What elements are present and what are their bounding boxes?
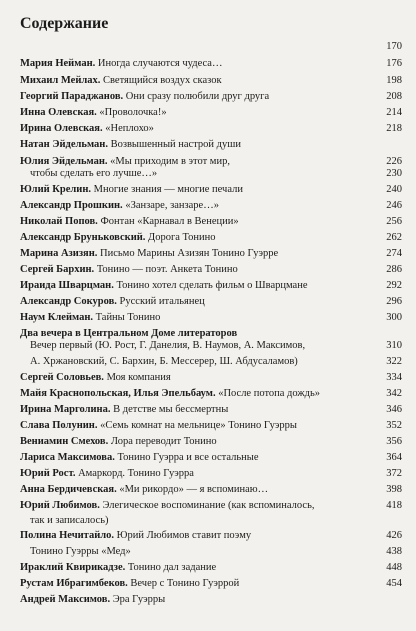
author-name: Александр Прошкин. [20,200,123,211]
toc-entry [20,403,402,416]
toc-entry-text [20,593,165,606]
entry-title: Тонино Гуэрры «Мед» [30,546,131,557]
author-name: Александр Сокуров. [20,296,117,307]
page-number: 426 [386,530,402,541]
toc-entry [20,231,402,244]
toc-entry-text [20,545,131,558]
entry-title: «Проволочка!» [96,107,167,118]
toc-entry [20,577,402,590]
page-number: 454 [386,578,402,589]
author-name: Ираида Шварцман. [20,280,114,291]
toc-entry [20,247,402,260]
author-name: Юрий Любимов. [20,500,100,511]
page-number: 322 [386,356,402,367]
toc-entry-text [20,451,259,464]
author-name: Андрей Максимов. [20,594,111,605]
toc-entry [20,545,402,558]
toc-entry-text [20,577,239,590]
toc-entry-text [20,263,238,276]
toc-entry-text [20,106,167,119]
page-number: 300 [386,312,402,323]
entry-title: Амаркорд. Тонино Гуэрра [75,468,194,479]
toc-entry [20,279,402,292]
entry-title: Юрий Любимов ставит поэму [114,530,252,541]
page-number: 208 [386,91,402,102]
toc-entry [20,295,402,308]
page-number: 230 [386,168,402,179]
toc-entry [20,371,402,384]
entry-title: Светящийся воздух сказок [100,75,222,86]
entry-title: В детстве мы бессмертны [110,404,229,415]
page-number: 352 [386,420,402,431]
toc-entry-text [20,231,216,244]
entry-title: так и записалось) [30,515,109,526]
page-number: 274 [386,248,402,259]
author-name: Лариса Максимова. [20,452,115,463]
author-name: Георгий Параджанов. [20,91,124,102]
page-number: 256 [386,216,402,227]
toc-entry [20,499,402,512]
entry-title: «Мы приходим в этот мир, [107,156,230,167]
entry-title: «После потопа дождь» [215,388,321,399]
toc-entry [20,138,402,151]
toc-entry [20,106,402,119]
author-name: Николай Попов. [20,216,98,227]
author-name: Рустам Ибрагимбеков. [20,578,128,589]
author-name: Юлий Крелин. [20,184,92,195]
author-name: Анна Бердичевская. [20,484,117,495]
toc-entry [20,311,402,324]
entry-title: Тайны Тонино [93,312,161,323]
entry-title: Возвышенный настрой души [107,139,241,150]
page-number: 170 [386,41,402,52]
entry-title: Тонино хотел сделать фильм о Шварцмане [113,280,308,291]
toc-entry-text [20,311,160,324]
entry-title: Элегическое воспоминание (как вспоминалось, [99,500,315,511]
entry-title: Тонино — поэт. Анкета Тонино [94,264,238,275]
entry-title: Письмо Марины Азизян Тонино Гуэрре [97,248,279,259]
toc-entry-text [20,279,308,292]
author-name: Сергей Соловьев. [20,372,104,383]
toc-entry [20,40,402,53]
entry-title: Дорога Тонино [145,232,216,243]
toc-entry [20,529,402,542]
page-number: 240 [386,184,402,195]
page-number: 198 [386,75,402,86]
toc-entry [20,387,402,400]
toc-entry-text [20,122,154,135]
toc-entry [20,263,402,276]
entry-title: «Неплохо» [102,123,154,134]
page-number: 364 [386,452,402,463]
author-name: Полина Нечитайло. [20,530,115,541]
page-number: 334 [386,372,402,383]
toc-entry [20,451,402,464]
entry-title: Вечер первый (Ю. Рост, Г. Данелия, В. Наумов, А. Максимов, [30,340,306,351]
entry-title: Лора переводит Тонино [108,436,217,447]
toc-entry [20,419,402,432]
author-name: Наум Клейман. [20,312,93,323]
page-number: 246 [386,200,402,211]
entry-title: Многие знания — многие печали [91,184,243,195]
toc-entry-text [20,467,194,480]
author-name: Натан Эйдельман. [20,139,108,150]
toc-entry-text [20,514,109,527]
author-name: Михаил Мейлах. [20,75,101,86]
entry-title: Фонтан «Карнавал в Венеции» [97,216,239,227]
toc-entry-text [20,419,297,432]
page-number: 372 [386,468,402,479]
page-number: 342 [386,388,402,399]
entry-title: Русский итальянец [116,296,205,307]
page-number: 262 [386,232,402,243]
toc-entry-text [20,371,171,384]
toc-entry-text [20,74,222,87]
page-number: 438 [386,546,402,557]
entry-title: Тонино Гуэрра и все остальные [114,452,259,463]
toc-entry-text [20,138,241,151]
toc-entry-text [20,561,216,574]
entry-title: «Занзаре, занзаре…» [122,200,219,211]
toc-entry [20,593,402,606]
toc-entry [20,215,402,228]
toc-entry-text [20,483,268,496]
entry-title: Тонино дал задание [125,562,217,573]
toc-entry-text [20,215,239,228]
page-title: Содержание [20,15,109,32]
toc-entry [20,355,402,368]
toc-entry-text [20,167,157,180]
toc-entry [20,435,402,448]
entry-title: Они сразу полюбили друг друга [123,91,270,102]
toc-entry-text [20,199,219,212]
toc-entry [20,561,402,574]
author-name: Марина Азизян. [20,248,98,259]
toc-entry [20,183,402,196]
page-number: 356 [386,436,402,447]
toc-entry [20,199,402,212]
author-name: Юлия Эйдельман. [20,156,108,167]
author-name: Сергей Бархин. [20,264,95,275]
toc-entry [20,483,402,496]
author-name: Ираклий Квирикадзе. [20,562,126,573]
entry-title: Моя компания [103,372,171,383]
entry-title: «Ми рикордо» — я вспоминаю… [116,484,269,495]
author-name: Слава Полунин. [20,420,98,431]
page-number: 226 [386,156,402,167]
entry-title: А. Хржановский, С. Бархин, Б. Мессерер, Ш. Абдусаламов) [30,356,298,367]
page-number: 214 [386,107,402,118]
page-number: 310 [386,340,402,351]
toc-entry-text [20,499,315,512]
toc-entry [20,122,402,135]
toc-entry-text [20,183,243,196]
toc-entry [20,339,402,352]
page-number: 418 [386,500,402,511]
entry-title: Эра Гуэрры [110,594,166,605]
toc-entry [20,167,402,180]
author-name: Юрий Рост. [20,468,76,479]
toc-entry-text [20,57,222,70]
page-number: 346 [386,404,402,415]
toc-entry [20,57,402,70]
page-number: 296 [386,296,402,307]
toc-entry-text [20,339,305,352]
toc-entry-text [20,387,320,400]
author-name: Майя Краснопольская, Илья Эпельбаум. [20,388,216,399]
page-number: 218 [386,123,402,134]
toc-entry-text [20,247,278,260]
toc-entry-text [20,355,298,368]
page-number: 448 [386,562,402,573]
entry-title: Иногда случаются чудеса… [95,58,223,69]
toc-entry-text [20,529,251,542]
toc-entry [20,74,402,87]
author-name: Ирина Марголина. [20,404,111,415]
toc-entry-text [20,435,217,448]
page-number: 286 [386,264,402,275]
toc-entry-text [20,403,228,416]
toc-entry [20,90,402,103]
author-name: Ирина Олевская. [20,123,103,134]
author-name: Вениамин Смехов. [20,436,109,447]
author-name: Александр Бруньковский. [20,232,146,243]
entry-title: Вечер с Тонино Гуэррой [127,578,240,589]
toc-entry-text [20,90,269,103]
page-number: 398 [386,484,402,495]
toc-entry [20,467,402,480]
page-number: 292 [386,280,402,291]
author-name: Инна Олевская. [20,107,97,118]
author-name: Мария Нейман. [20,58,96,69]
entry-title: чтобы сделать его лучше…» [30,168,158,179]
entry-title: «Семь комнат на мельнице» Тонино Гуэрры [97,420,297,431]
toc-entry-text [20,295,205,308]
toc-entry [20,514,402,527]
author-name: Два вечера в Центральном Доме литераторов [20,328,238,339]
page-number: 176 [386,58,402,69]
